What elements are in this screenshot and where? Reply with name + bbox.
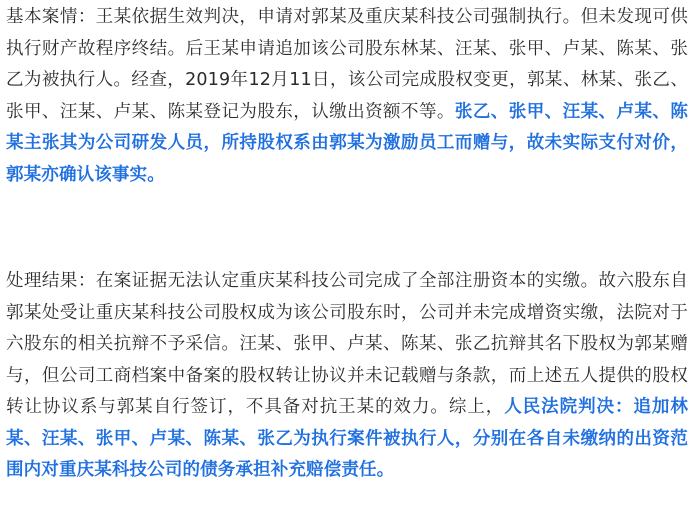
case-basic-paragraph (6, 2, 688, 191)
result-text: 处理结果：在案证据无法认定重庆某科技公司完成了全部注册资本的实缴。故六股东自郭某处受让重庆某科技公司股权成为该公司股东时，公司并未完成增资实缴，法院对于六股东的相关抗辩不予采信。汪某、张甲、卢某、陈某、张乙抗辩其名下股权为郭某赠与，但公司工商档案中备案的股权转让协议并未记载赠与条款，而上述五人提供的股权转让协议系与郭某自行签订，不具备对抗王某的效力。综上， (6, 271, 688, 417)
case-basic-text: 基本案情：王某依据生效判决，申请对郭某及重庆某科技公司强制执行。但未发现可供执行财产故程序终结。后王某申请追加该公司股东林某、汪某、张甲、卢某、陈某、张乙为被执行人。经查，2019年12月11日，该公司完成股权变更，郭某、林某、张乙、张甲、汪某、卢某、陈某登记为股东，认缴出资额不等。 (6, 7, 688, 122)
result-highlight: 人民法院判决：追加林某、汪某、张甲、卢某、陈某、张乙为执行案件被执行人，分别在各自未缴纳的出资范围内对重庆某科技公司的债务承担补充赔偿责任。 (6, 397, 688, 480)
case-basic-highlight: 张乙、张甲、汪某、卢某、陈某主张其为公司研发人员，所持股权系由郭某为激励员工而赠与，故未实际支付对价，郭某亦确认该事实。 (6, 101, 689, 185)
result-paragraph (6, 266, 688, 487)
